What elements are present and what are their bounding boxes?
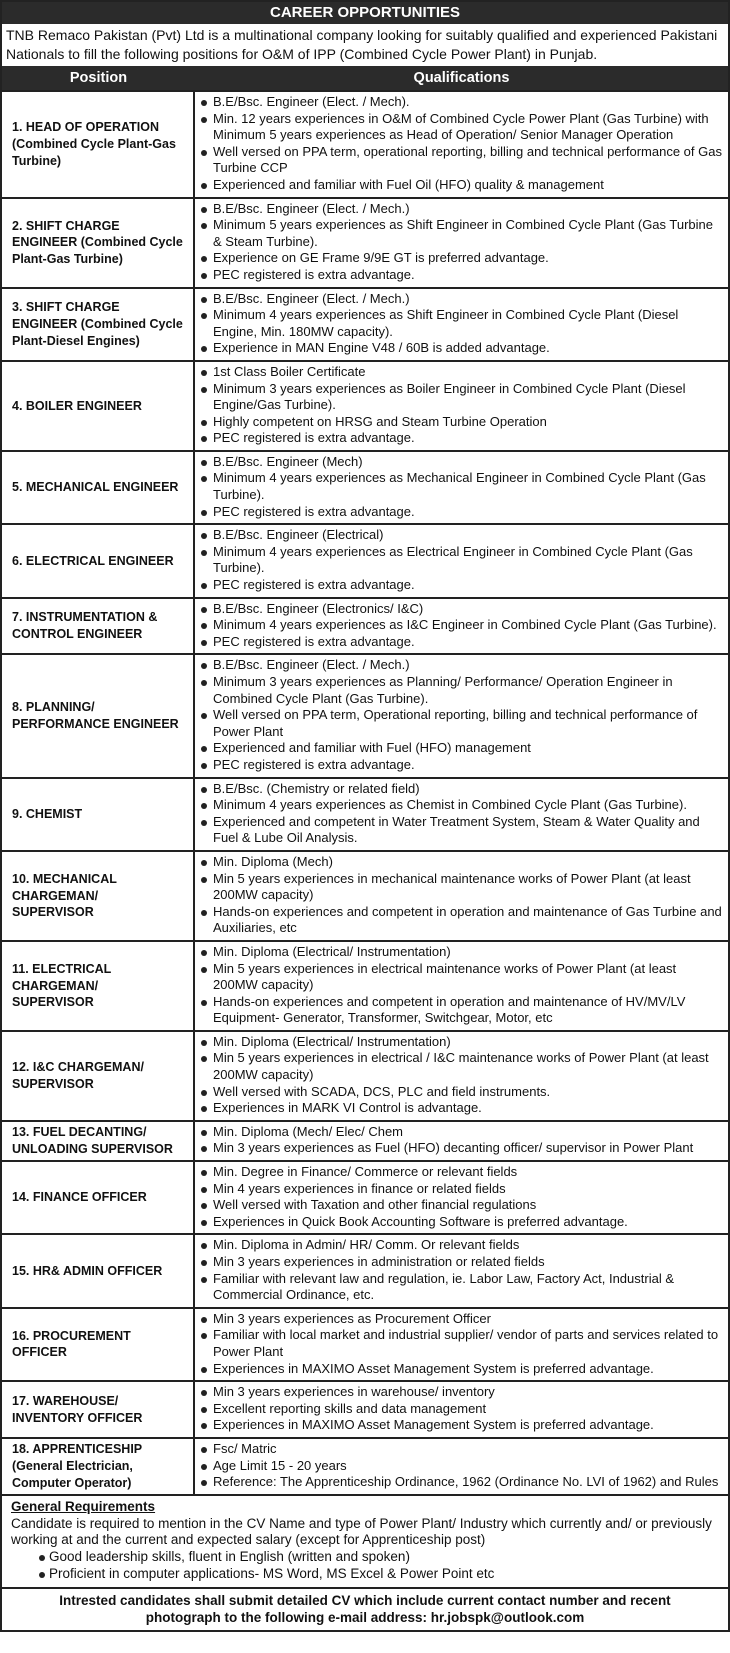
qualification-item: Hands-on experiences and competent in operation and maintenance of HV/MV/LV Equipment- Generator, Transformer, Switchgear, Motor, etc — [199, 994, 724, 1027]
qualification-item: Highly competent on HRSG and Steam Turbine Operation — [199, 414, 724, 431]
qualification-item: Experience on GE Frame 9/9E GT is preferred advantage. — [199, 250, 724, 267]
qualification-item: PEC registered is extra advantage. — [199, 267, 724, 284]
table-row — [2, 597, 728, 654]
qualification-item: Experiences in MARK VI Control is advantage. — [199, 1100, 724, 1117]
qualifications-list — [199, 1164, 724, 1230]
qualification-item: B.E/Bsc. Engineer (Electrical) — [199, 527, 724, 544]
qualification-item: PEC registered is extra advantage. — [199, 634, 724, 651]
position-title: 3. SHIFT CHARGE ENGINEER (Combined Cycle Plant-Diesel Engines) — [2, 289, 195, 360]
qualification-item: Minimum 4 years experiences as Electrical Engineer in Combined Cycle Plant (Gas Turbine). — [199, 544, 724, 577]
qualification-item: Min. 12 years experiences in O&M of Combined Cycle Power Plant (Gas Turbine) with Minimum 5 years experiences as Head of Operation/ Senior Manager Operation — [199, 111, 724, 144]
qualification-item: Familiar with local market and industrial supplier/ vendor of parts and services related to Power Plant — [199, 1327, 724, 1360]
qualifications-cell — [195, 655, 728, 776]
qualifications-cell — [195, 199, 728, 287]
qualification-item: Reference: The Apprenticeship Ordinance, 1962 (Ordinance No. LVI of 1962) and Rules — [199, 1474, 724, 1491]
qualification-item: B.E/Bsc. Engineer (Elect. / Mech.) — [199, 657, 724, 674]
qualifications-cell — [195, 289, 728, 360]
position-title: 15. HR& ADMIN OFFICER — [2, 1235, 195, 1306]
table-row — [2, 450, 728, 523]
qualification-item: Min. Diploma (Mech/ Elec/ Chem — [199, 1124, 724, 1141]
qualification-item: Min 5 years experiences in mechanical maintenance works of Power Plant (at least 200MW capacity) — [199, 871, 724, 904]
list-item: Good leadership skills, fluent in English (written and spoken) — [39, 1549, 719, 1566]
column-header-position: Position — [69, 70, 128, 86]
qualification-item: B.E/Bsc. Engineer (Elect. / Mech). — [199, 94, 724, 111]
qualifications-cell — [195, 1235, 728, 1306]
qualification-item: Minimum 4 years experiences as Chemist in Combined Cycle Plant (Gas Turbine). — [199, 797, 724, 814]
qualifications-cell — [195, 452, 728, 523]
position-title: 2. SHIFT CHARGE ENGINEER (Combined Cycle Plant-Gas Turbine) — [2, 199, 195, 287]
qualifications-cell — [195, 1309, 728, 1380]
qualification-item: Well versed on PPA term, operational reporting, billing and technical performance of Gas Turbine CCP — [199, 144, 724, 177]
qualifications-cell — [195, 599, 728, 654]
qualification-item: PEC registered is extra advantage. — [199, 577, 724, 594]
qualification-item: Hands-on experiences and competent in operation and maintenance of Gas Turbine and Auxiliaries, etc — [199, 904, 724, 937]
table-row — [2, 1380, 728, 1437]
general-requirements-list — [11, 1549, 719, 1583]
qualifications-cell — [195, 1439, 728, 1494]
qualification-item: Min. Diploma (Electrical/ Instrumentation) — [199, 1034, 724, 1051]
qualification-item: B.E/Bsc. Engineer (Elect. / Mech.) — [199, 291, 724, 308]
qualifications-list — [199, 944, 724, 1027]
list-item: Proficient in computer applications- MS Word, MS Excel & Power Point etc — [39, 1566, 719, 1583]
position-title: 9. CHEMIST — [2, 779, 195, 850]
position-title: 7. INSTRUMENTATION & CONTROL ENGINEER — [2, 599, 195, 654]
qualification-item: Minimum 3 years experiences as Boiler Engineer in Combined Cycle Plant (Diesel Engine/Gas Turbine). — [199, 381, 724, 414]
table-row — [2, 523, 728, 596]
qualification-item: Minimum 4 years experiences as Shift Engineer in Combined Cycle Plant (Diesel Engine, Min. 180MW capacity). — [199, 307, 724, 340]
position-title: 16. PROCUREMENT OFFICER — [2, 1309, 195, 1380]
table-row — [2, 940, 728, 1030]
qualification-item: Excellent reporting skills and data management — [199, 1401, 724, 1418]
positions-table — [2, 90, 728, 1494]
qualifications-list — [199, 657, 724, 773]
qualification-item: Fsc/ Matric — [199, 1441, 724, 1458]
position-title: 1. HEAD OF OPERATION (Combined Cycle Plant-Gas Turbine) — [2, 92, 195, 197]
position-title: 14. FINANCE OFFICER — [2, 1162, 195, 1233]
qualification-item: Age Limit 15 - 20 years — [199, 1458, 724, 1475]
general-requirements — [2, 1494, 728, 1587]
qualifications-list — [199, 1034, 724, 1117]
table-row — [2, 1437, 728, 1494]
qualification-item: Well versed with Taxation and other financial regulations — [199, 1197, 724, 1214]
ad-title: CAREER OPPORTUNITIES — [2, 2, 728, 24]
table-row — [2, 777, 728, 850]
qualifications-cell — [195, 1032, 728, 1120]
table-row — [2, 1120, 728, 1160]
qualification-item: Min. Diploma in Admin/ HR/ Comm. Or relevant fields — [199, 1237, 724, 1254]
qualification-item: Minimum 5 years experiences as Shift Engineer in Combined Cycle Plant (Gas Turbine & Steam Turbine). — [199, 217, 724, 250]
position-title: 6. ELECTRICAL ENGINEER — [2, 525, 195, 596]
qualifications-list — [199, 364, 724, 447]
qualifications-list — [199, 527, 724, 593]
qualifications-list — [199, 454, 724, 520]
qualification-item: Experiences in Quick Book Accounting Software is preferred advantage. — [199, 1214, 724, 1231]
table-row — [2, 287, 728, 360]
qualifications-list — [199, 291, 724, 357]
qualifications-cell — [195, 1122, 728, 1160]
qualification-item: PEC registered is extra advantage. — [199, 757, 724, 774]
qualifications-list — [199, 201, 724, 284]
qualification-item: Min. Diploma (Electrical/ Instrumentation) — [199, 944, 724, 961]
qualification-item: Experiences in MAXIMO Asset Management System is preferred advantage. — [199, 1361, 724, 1378]
table-row — [2, 1160, 728, 1233]
qualifications-list — [199, 94, 724, 194]
qualification-item: Min. Diploma (Mech) — [199, 854, 724, 871]
qualifications-cell — [195, 779, 728, 850]
qualification-item: Experienced and familiar with Fuel Oil (HFO) quality & management — [199, 177, 724, 194]
qualifications-list — [199, 1311, 724, 1377]
qualifications-cell — [195, 362, 728, 450]
position-title: 5. MECHANICAL ENGINEER — [2, 452, 195, 523]
qualification-item: Min 3 years experiences as Procurement Officer — [199, 1311, 724, 1328]
table-header — [2, 66, 728, 90]
table-row — [2, 197, 728, 287]
qualification-item: B.E/Bsc. Engineer (Elect. / Mech.) — [199, 201, 724, 218]
position-title: 13. FUEL DECANTING/ UNLOADING SUPERVISOR — [2, 1122, 195, 1160]
table-row — [2, 1233, 728, 1306]
qualification-item: B.E/Bsc. (Chemistry or related field) — [199, 781, 724, 798]
qualification-item: Min 3 years experiences in warehouse/ inventory — [199, 1384, 724, 1401]
qualifications-cell — [195, 525, 728, 596]
qualification-item: Min 5 years experiences in electrical / I&C maintenance works of Power Plant (at least 200MW capacity) — [199, 1050, 724, 1083]
general-requirements-heading: General Requirements — [11, 1498, 156, 1514]
position-title: 17. WAREHOUSE/ INVENTORY OFFICER — [2, 1382, 195, 1437]
position-title: 18. APPRENTICESHIP (General Electrician, Computer Operator) — [2, 1439, 195, 1494]
table-row — [2, 1030, 728, 1120]
qualification-item: Min 5 years experiences in electrical maintenance works of Power Plant (at least 200MW capacity) — [199, 961, 724, 994]
qualification-item: PEC registered is extra advantage. — [199, 504, 724, 521]
table-row — [2, 90, 728, 197]
qualification-item: Minimum 4 years experiences as Mechanical Engineer in Combined Cycle Plant (Gas Turbine). — [199, 470, 724, 503]
qualification-item: Min 3 years experiences as Fuel (HFO) decanting officer/ supervisor in Power Plant — [199, 1140, 724, 1157]
qualification-item: Min. Degree in Finance/ Commerce or relevant fields — [199, 1164, 724, 1181]
position-title: 4. BOILER ENGINEER — [2, 362, 195, 450]
qualification-item: B.E/Bsc. Engineer (Electronics/ I&C) — [199, 601, 724, 618]
qualifications-list — [199, 1384, 724, 1434]
table-row — [2, 360, 728, 450]
position-title: 12. I&C CHARGEMAN/ SUPERVISOR — [2, 1032, 195, 1120]
qualifications-cell — [195, 92, 728, 197]
qualification-item: B.E/Bsc. Engineer (Mech) — [199, 454, 724, 471]
qualification-item: 1st Class Boiler Certificate — [199, 364, 724, 381]
qualification-item: Minimum 4 years experiences as I&C Engineer in Combined Cycle Plant (Gas Turbine). — [199, 617, 724, 634]
qualification-item: Well versed on PPA term, Operational reporting, billing and technical performance of Power Plant — [199, 707, 724, 740]
qualification-item: Minimum 3 years experiences as Planning/ Performance/ Operation Engineer in Combined Cycle Plant (Gas Turbine). — [199, 674, 724, 707]
qualifications-list — [199, 1237, 724, 1303]
table-row — [2, 1307, 728, 1380]
qualifications-list — [199, 781, 724, 847]
qualifications-cell — [195, 852, 728, 940]
column-header-qualifications: Qualifications — [413, 70, 510, 86]
qualification-item: Experienced and competent in Water Treatment System, Steam & Water Quality and Fuel & Lube Oil Analysis. — [199, 814, 724, 847]
qualification-item: Experienced and familiar with Fuel (HFO) management — [199, 740, 724, 757]
table-row — [2, 653, 728, 776]
qualifications-cell — [195, 942, 728, 1030]
qualification-item: Well versed with SCADA, DCS, PLC and field instruments. — [199, 1084, 724, 1101]
qualification-item: Experience in MAN Engine V48 / 60B is added advantage. — [199, 340, 724, 357]
qualification-item: PEC registered is extra advantage. — [199, 430, 724, 447]
position-title: 11. ELECTRICAL CHARGEMAN/ SUPERVISOR — [2, 942, 195, 1030]
qualification-item: Min 4 years experiences in finance or related fields — [199, 1181, 724, 1198]
general-requirements-text: Candidate is required to mention in the CV Name and type of Power Plant/ Industry which currently and/ or previously working at and the current and expected salary (except for Apprenticeship post) — [11, 1515, 712, 1548]
qualification-item: Min 3 years experiences in administration or related fields — [199, 1254, 724, 1271]
position-title: 8. PLANNING/ PERFORMANCE ENGINEER — [2, 655, 195, 776]
table-row — [2, 850, 728, 940]
qualifications-cell — [195, 1382, 728, 1437]
qualifications-list — [199, 1441, 724, 1491]
qualifications-list — [199, 1124, 724, 1157]
qualifications-cell — [195, 1162, 728, 1233]
qualifications-list — [199, 601, 724, 651]
qualifications-list — [199, 854, 724, 937]
intro-text: TNB Remaco Pakistan (Pvt) Ltd is a multinational company looking for suitably qualified and experienced Pakistani Nationals to fill the following positions for O&M of IPP (Combined Cycle Power Plant) in Punjab. — [6, 27, 718, 62]
qualification-item: Familiar with relevant law and regulation, ie. Labor Law, Factory Act, Industrial & Commercial Ordinance, etc. — [199, 1271, 724, 1304]
application-instructions: Intrested candidates shall submit detailed CV which include current contact number and recent photograph to the following e-mail address: hr.jobspk@outlook.com — [2, 1587, 728, 1630]
qualification-item: Experiences in MAXIMO Asset Management System is preferred advantage. — [199, 1417, 724, 1434]
position-title: 10. MECHANICAL CHARGEMAN/ SUPERVISOR — [2, 852, 195, 940]
